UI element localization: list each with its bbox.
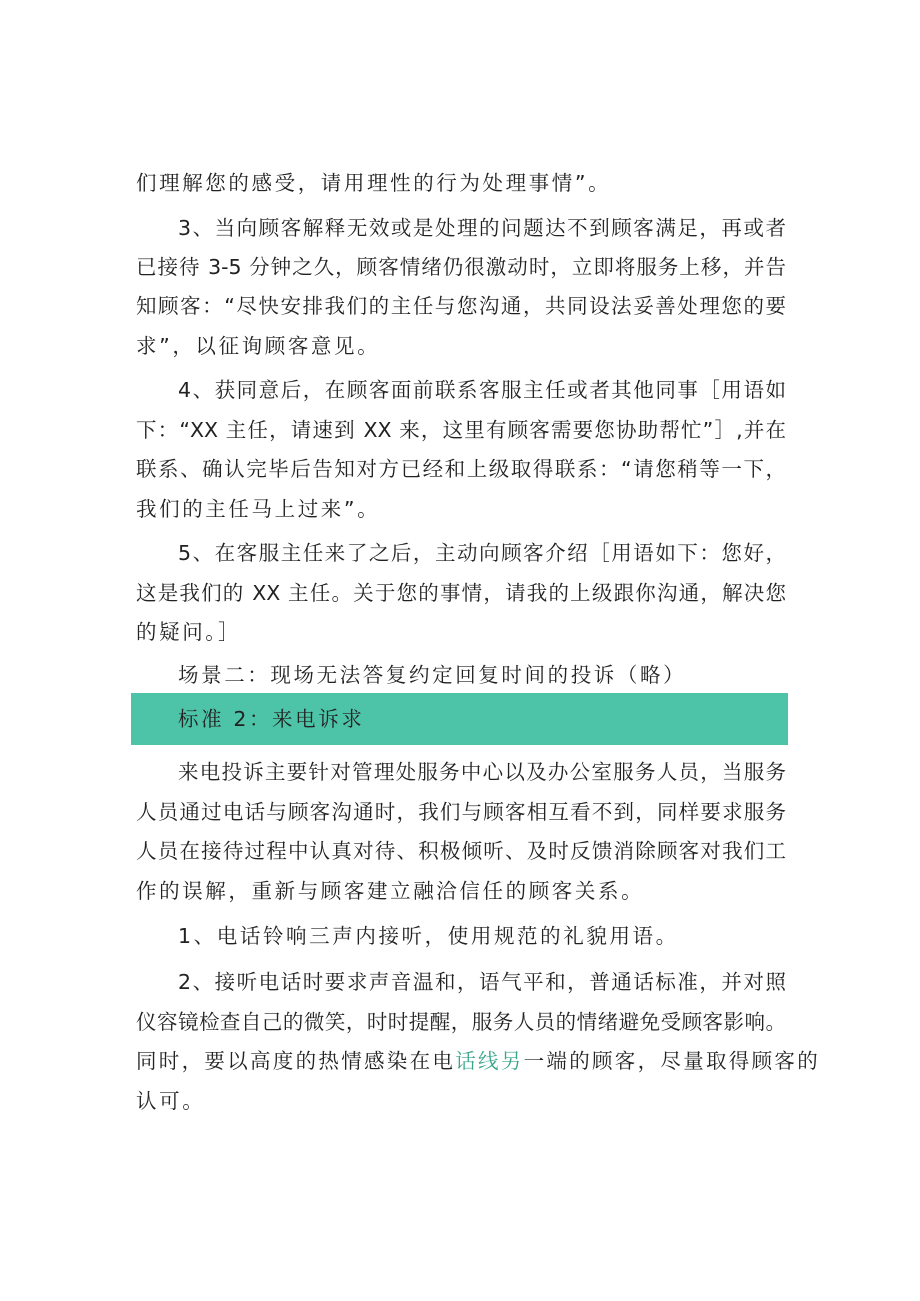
paragraph-line: 下：“XX 主任，请速到 XX 来，这里有顾客需要您协助帮忙”］,并在	[136, 418, 786, 442]
section-title: 标准 2：来电诉求	[178, 707, 365, 731]
paragraph-line	[136, 1046, 821, 1076]
paragraph-line: 4、获同意后，在顾客面前联系客服主任或者其他同事［用语如	[178, 378, 786, 402]
paragraph-line: 联系、确认完毕后告知对方已经和上级取得联系：“请您稍等一下，	[136, 457, 786, 481]
paragraph-line: 来电投诉主要针对管理处服务中心以及办公室服务人员，当服务	[178, 760, 786, 784]
paragraph-line: 们理解您的感受，请用理性的行为处理事情”。	[136, 171, 612, 195]
paragraph-line: 3、当向顾客解释无效或是处理的问题达不到顾客满足，再或者	[178, 216, 786, 240]
paragraph-line: 这是我们的 XX 主任。关于您的事情，请我的上级跟你沟通，解决您	[136, 581, 786, 605]
scene-heading: 场景二：现场无法答复约定回复时间的投诉（略）	[178, 663, 687, 687]
paragraph-line: 人员在接待过程中认真对待、积极倾听、及时反馈消除顾客对我们工	[136, 839, 786, 863]
paragraph-line: 人员通过电话与顾客沟通时，我们与顾客相互看不到，同样要求服务	[136, 800, 786, 824]
paragraph-line: 仪容镜检查自己的微笑，时时提醒，服务人员的情绪避免受顾客影响。	[136, 1010, 786, 1034]
paragraph-line: 作的误解，重新与顾客建立融洽信任的顾客关系。	[136, 879, 645, 903]
list-item: 1、电话铃响三声内接听，使用规范的礼貌用语。	[178, 924, 679, 948]
paragraph-line: 认可。	[136, 1089, 206, 1113]
paragraph-line: 2、接听电话时要求声音温和，语气平和，普通话标准，并对照	[178, 970, 786, 994]
text-segment: 一端的顾客，尽量取得顾客的	[523, 1049, 821, 1073]
paragraph-line: 知顾客：“尽快安排我们的主任与您沟通，共同设法妥善处理您的要	[136, 294, 786, 318]
paragraph-line: 求”，以征询顾客意见。	[136, 334, 381, 358]
paragraph-line: 已接待 3-5 分钟之久，顾客情绪仍很激动时，立即将服务上移，并告	[136, 255, 786, 279]
paragraph-line: 的疑问。］	[136, 620, 242, 644]
paragraph-line: 我们的主任马上过来”。	[136, 497, 381, 521]
highlighted-text: 话线另	[455, 1049, 524, 1073]
text-segment: 同时，要以高度的热情感染在电	[136, 1049, 456, 1073]
paragraph-line: 5、在客服主任来了之后，主动向顾客介绍［用语如下：您好，	[178, 541, 786, 565]
